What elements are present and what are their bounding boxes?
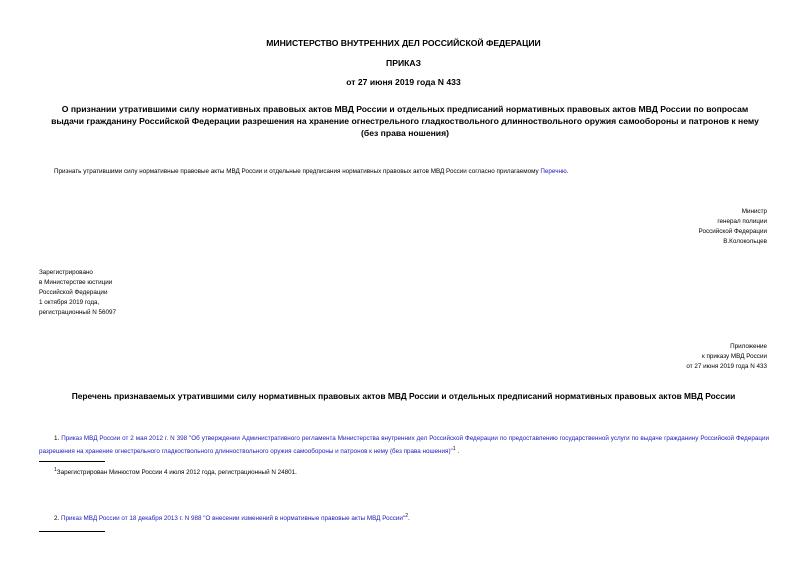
ministry-heading: МИНИСТЕРСТВО ВНУТРЕННИХ ДЕЛ РОССИЙСКОЙ ФЕДЕРАЦИИ xyxy=(266,38,541,48)
registration-block xyxy=(39,268,239,318)
footnote-number: 1 xyxy=(54,467,57,473)
order-body-tail: . xyxy=(566,168,569,175)
list-item xyxy=(39,434,769,457)
signature-block xyxy=(567,207,767,247)
footnote-mark[interactable]: 1 xyxy=(452,446,456,452)
registration-line: 1 октября 2019 года, xyxy=(39,299,100,306)
order-title: О признании утратившими силу нормативных правовых актов МВД России и отдельных предписаний нормативных правовых актов МВД России по вопросам выдачи гражданину Российской Федерации разрешения на хранение огнестрельного гладкоствольного длинноствольного оружия самообороны и патронов к нему (без права ношения) xyxy=(51,104,759,138)
order-988-link[interactable]: Приказ МВД России от 18 декабря 2013 г. N 988 "О внесении изменений в нормативные правовые акты МВД России" xyxy=(61,515,406,523)
order-body xyxy=(54,167,774,177)
annex-list-link[interactable]: Перечню xyxy=(540,168,567,175)
doc-type-heading: ПРИКАЗ xyxy=(386,58,421,68)
list-item-number: 1. xyxy=(54,435,62,442)
list-item-tail: . xyxy=(455,448,460,456)
doc-date-number: от 27 июня 2019 года N 433 xyxy=(346,77,461,87)
order-body-text: Признать утратившими силу нормативные правовые акты МВД России и отдельные предписания нормативных правовых актов МВД России согласно прилагаемому xyxy=(54,168,541,175)
appendix-line: к приказу МВД России xyxy=(701,353,767,360)
signature-line: генерал полиции xyxy=(717,218,767,225)
signature-line: Российской Федерации xyxy=(698,228,767,235)
list-item xyxy=(54,511,774,524)
signature-line: В.Колокольцев xyxy=(723,238,767,245)
list-item-tail: . xyxy=(407,515,410,523)
footnote-divider xyxy=(39,531,105,532)
order-398-link[interactable]: Приказ МВД России от 2 мая 2012 г. N 398 "Об утверждении Административного регламента Министерства внутренних дел Российской Федерации по предоставлению государственной услуги по выдаче гражданину Российской Федерации разрешения на хранение огнестрельного гладкоствольного длинноствольного оружия самообороны и патронов к нему (без права ношения)" xyxy=(39,435,769,456)
list-item-number: 2. xyxy=(54,515,62,523)
appendix-block xyxy=(567,342,767,372)
appendix-line: Приложение xyxy=(730,343,767,350)
footnote-text: Зарегистрирован Минюстом России 4 июля 2012 года, регистрационный N 24801. xyxy=(56,469,297,477)
signature-line: Министр xyxy=(741,208,767,215)
registration-line: Российской Федерации xyxy=(39,289,108,296)
registration-line: регистрационный N 56097 xyxy=(39,309,117,316)
list-title: Перечень признаваемых утратившими силу нормативных правовых актов МВД России и отдельных предписаний нормативных правовых актов МВД России xyxy=(71,391,736,401)
appendix-line: от 27 июня 2019 года N 433 xyxy=(686,363,767,370)
footnote-divider xyxy=(39,461,105,462)
registration-line: в Министерстве юстиции xyxy=(39,279,113,286)
registration-line: Зарегистрировано xyxy=(39,269,93,276)
footnote xyxy=(54,465,754,478)
footnote-mark[interactable]: 2 xyxy=(405,513,408,519)
